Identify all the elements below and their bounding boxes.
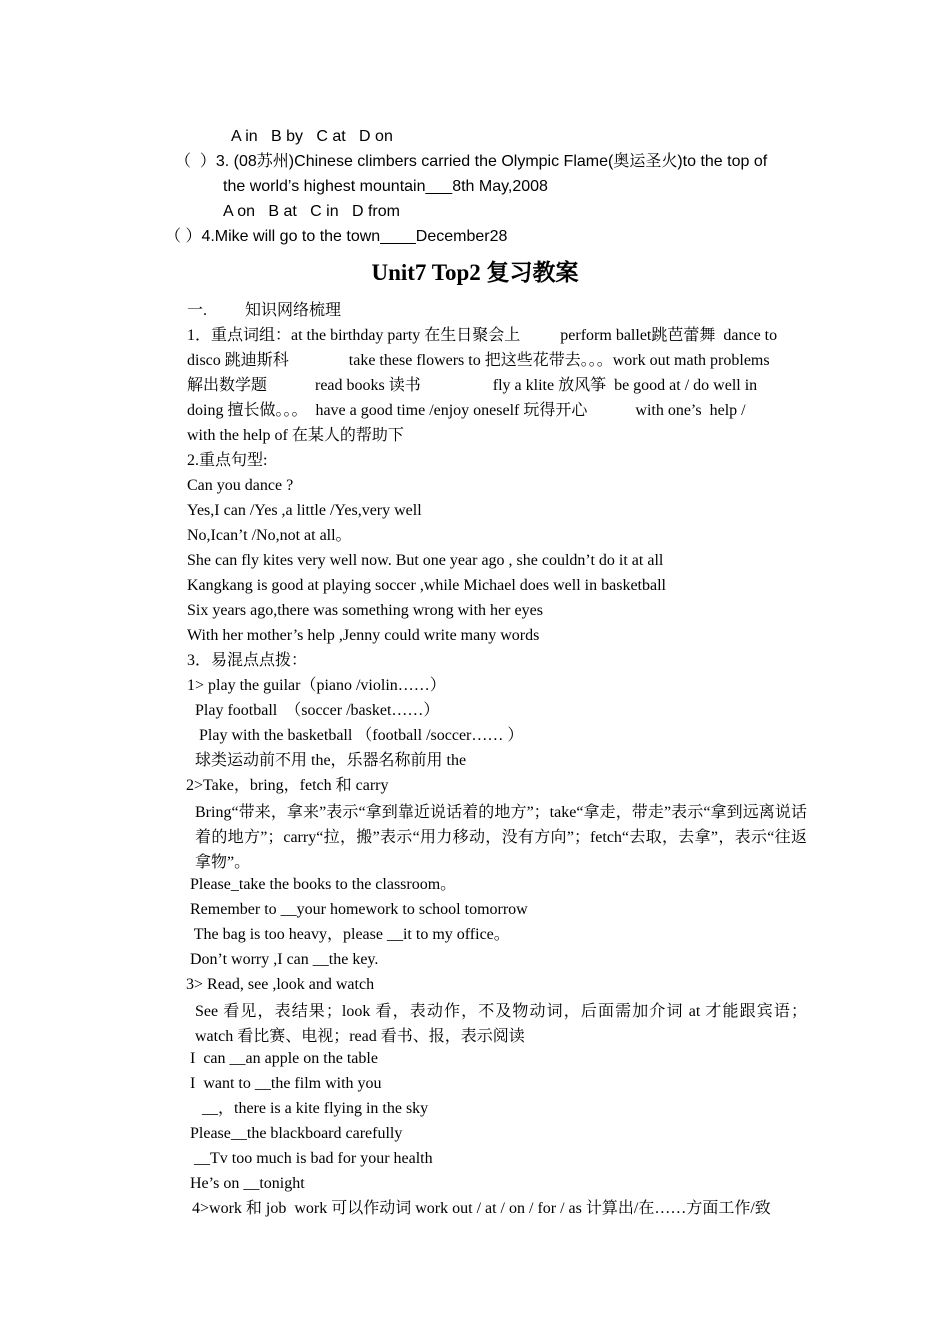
sentence-item: Six years ago,there was something wrong with her eyes (187, 602, 543, 619)
point-2-example: Remember to __your homework to school tomorrow (190, 901, 528, 918)
sentence-item: Yes,I can /Yes ,a little /Yes,very well (187, 502, 422, 519)
question-4-line: （ ）4.Mike will go to the town____December28 (165, 228, 508, 245)
phrases-line-4: doing 擅长做。。。 have a good time /enjoy oneself 玩得开心 with one’s help / (187, 402, 746, 419)
sentence-item: Can you dance ? (187, 477, 294, 494)
point-3-example: I want to __the film with you (190, 1075, 382, 1092)
sentence-item: She can fly kites very well now. But one year ago , she couldn’t do it at all (187, 552, 664, 569)
sentences-heading: 2.重点句型: (187, 452, 268, 469)
phrases-line-1: 1．重点词组：at the birthday party 在生日聚会上 perform ballet跳芭蕾舞 dance to (187, 327, 778, 344)
phrases-line-3: 解出数学题 read books 读书 fly a klite 放风筝 be good at / do well in (187, 377, 758, 394)
point-2-example: The bag is too heavy，please __it to my office。 (190, 926, 510, 943)
point-3-example: __Tv too much is bad for your health (190, 1150, 433, 1167)
point-3-title: 3> Read, see ,look and watch (186, 976, 375, 993)
page-title: Unit7 Top2 复习教案 (371, 260, 579, 285)
point-2-title: 2>Take，bring，fetch 和 carry (186, 777, 389, 794)
question-3-options: A on B at C in D from (223, 203, 400, 220)
sentence-item: Kangkang is good at playing soccer ,while Michael does well in basketball (187, 577, 666, 594)
point-3-example: I can __an apple on the table (190, 1050, 378, 1067)
point-1-title: 1> play the guilar（piano /violin……） (187, 677, 446, 694)
question-2-options: A in B by C at D on (231, 128, 393, 145)
section-1-number: 一. (187, 302, 208, 319)
confusing-heading: 3．易混点点拨： (187, 652, 308, 669)
point-1-line: Play with the basketball （football /soccer…… ） (199, 727, 524, 744)
question-3-line-1: （ ）3. (08苏州)Chinese climbers carried the Olympic Flame(奥运圣火)to the top of (175, 153, 768, 170)
point-1-line: Play football （soccer /basket……） (195, 702, 440, 719)
question-3-line-2: the world’s highest mountain___8th May,2008 (223, 178, 548, 195)
phrases-line-2: disco 跳迪斯科 take these flowers to 把这些花带去。。。work out math problems (187, 352, 770, 369)
point-3-example: __，there is a kite flying in the sky (190, 1100, 429, 1117)
sentence-item: No,Ican’t /No,not at all。 (187, 527, 352, 544)
point-1-note: 球类运动前不用 the，乐器名称前用 the (195, 752, 467, 769)
point-4-title: 4>work 和 job work 可以作动词 work out / at / on / for / as 计算出/在……方面工作/致 (192, 1200, 771, 1217)
section-1-heading: 知识网络梳理 (245, 302, 342, 319)
point-3-example: He’s on __tonight (190, 1175, 305, 1192)
point-3-example: Please__the blackboard carefully (190, 1125, 403, 1142)
phrases-line-5: with the help of 在某人的帮助下 (187, 427, 404, 444)
sentence-item: With her mother’s help ,Jenny could write many words (187, 627, 540, 644)
point-2-example: Don’t worry ,I can __the key. (190, 951, 379, 968)
point-2-example: Please_take the books to the classroom。 (190, 876, 457, 893)
point-3-explanation: See 看见，表结果；look 看，表动作，不及物动词，后面需加介词 at 才能跟宾语；watch 看比赛、电视；read 看书、报，表示阅读 (195, 1003, 807, 1045)
point-2-explanation: Bring“带来，拿来”表示“拿到靠近说话着的地方”；take“拿走，带走”表示“拿到远离说话着的地方”；carry“拉，搬”表示“用力移动，没有方向”；fetch“去取，去拿”，表示“往返拿物”。 (195, 804, 807, 871)
